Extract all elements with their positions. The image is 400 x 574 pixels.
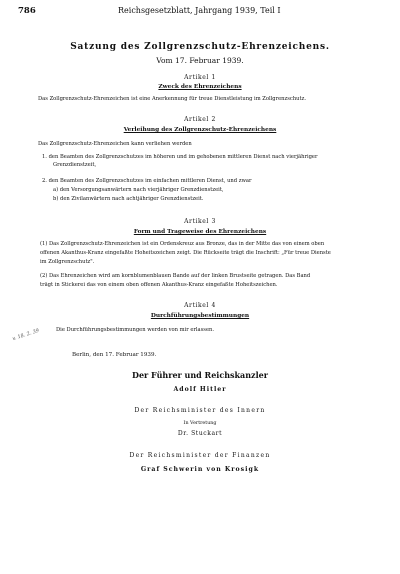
article-2-item-1-cont: Grenzdienstzeit, (53, 162, 97, 168)
article-3-label: Artikel 3 (184, 218, 216, 225)
article-2-item-1: 1. den Beamten des Zollgrenzschutzes im höheren und im gehobenen mittleren Dienst nach vierjähriger (42, 154, 318, 160)
article-3-heading: Form und Trageweise des Ehrenzeichens (133, 229, 267, 235)
article-2-label: Artikel 2 (184, 116, 216, 123)
article-3-para-1: (1) Das Zollgrenzschutz-Ehrenzeichen ist ein Ordenskreuz aus Bronze, das in der Mitte das von einem oben (40, 241, 325, 247)
document-title: Satzung des Zollgrenzschutz-Ehrenzeichens. (70, 42, 330, 52)
signature-name-1: Adolf Hitler (173, 386, 227, 393)
publication-name: Reichsgesetzblatt, Jahrgang 1939, Teil I (118, 6, 281, 15)
page-header (18, 6, 384, 18)
article-1-heading: Zweck des Ehrenzeichens (158, 84, 242, 90)
article-3-para-1-cont: offenen Akanthus-Kranz eingefaßte Hoheitszeichen zeigt. Die Rückseite trägt die Inschrift: „Für treue Dienste (40, 250, 331, 256)
article-1-label: Artikel 1 (184, 74, 216, 81)
article-4-heading: Durchführungsbestimmungen (150, 313, 250, 319)
handwritten-annotation: v. 18. 2. 39 (11, 327, 40, 343)
signature-office-2: Der Reichsminister des Innern (134, 407, 266, 414)
signature-office-1: Der Führer und Reichskanzler (132, 370, 268, 380)
signature-name-3: Graf Schwerin von Krosigk (140, 466, 260, 473)
article-2-intro: Das Zollgrenzschutz-Ehrenzeichen kann verliehen werden (38, 141, 192, 147)
article-4-text: Die Durchführungsbestimmungen werden von mir erlassen. (56, 327, 215, 333)
article-2-heading: Verleihung des Zollgrenzschutz-Ehrenzeichens (123, 127, 277, 133)
article-3-para-2-cont: trägt in Stickerei das von einem oben offenen Akanthus-Kranz eingefaßte Hoheitszeichen. (40, 282, 278, 288)
place-date: Berlin, den 17. Februar 1939. (72, 352, 157, 358)
article-3-para-1-end: im Zollgrenzschutz". (40, 259, 95, 265)
signature-name-2: Dr. Stuckart (177, 430, 223, 437)
article-3-para-2: (2) Das Ehrenzeichen wird am kornblumenblauen Bande auf der linken Brustseite getragen. Das Band (40, 273, 311, 279)
signature-office-3: Der Reichsminister der Finanzen (129, 452, 271, 459)
article-2-item-2: 2. den Beamten des Zollgrenzschutzes im einfachen mittleren Dienst, und zwar (42, 178, 252, 184)
article-2-item-2b: b) den Zivilanwärtern nach achtjähriger Grenzdienstzeit. (53, 196, 204, 202)
signature-deputy: In Vertretung (183, 421, 217, 426)
article-1-text: Das Zollgrenzschutz-Ehrenzeichen ist eine Anerkennung für treue Dienstleistung im Zollgrenzschutz. (38, 96, 306, 102)
article-2-item-2a: a) den Versorgungsanwärtern nach vierjähriger Grenzdienstzeit, (53, 187, 224, 193)
page-number: 786 (18, 6, 36, 16)
article-4-label: Artikel 4 (184, 302, 216, 309)
document-date: Vom 17. Februar 1939. (156, 56, 244, 65)
